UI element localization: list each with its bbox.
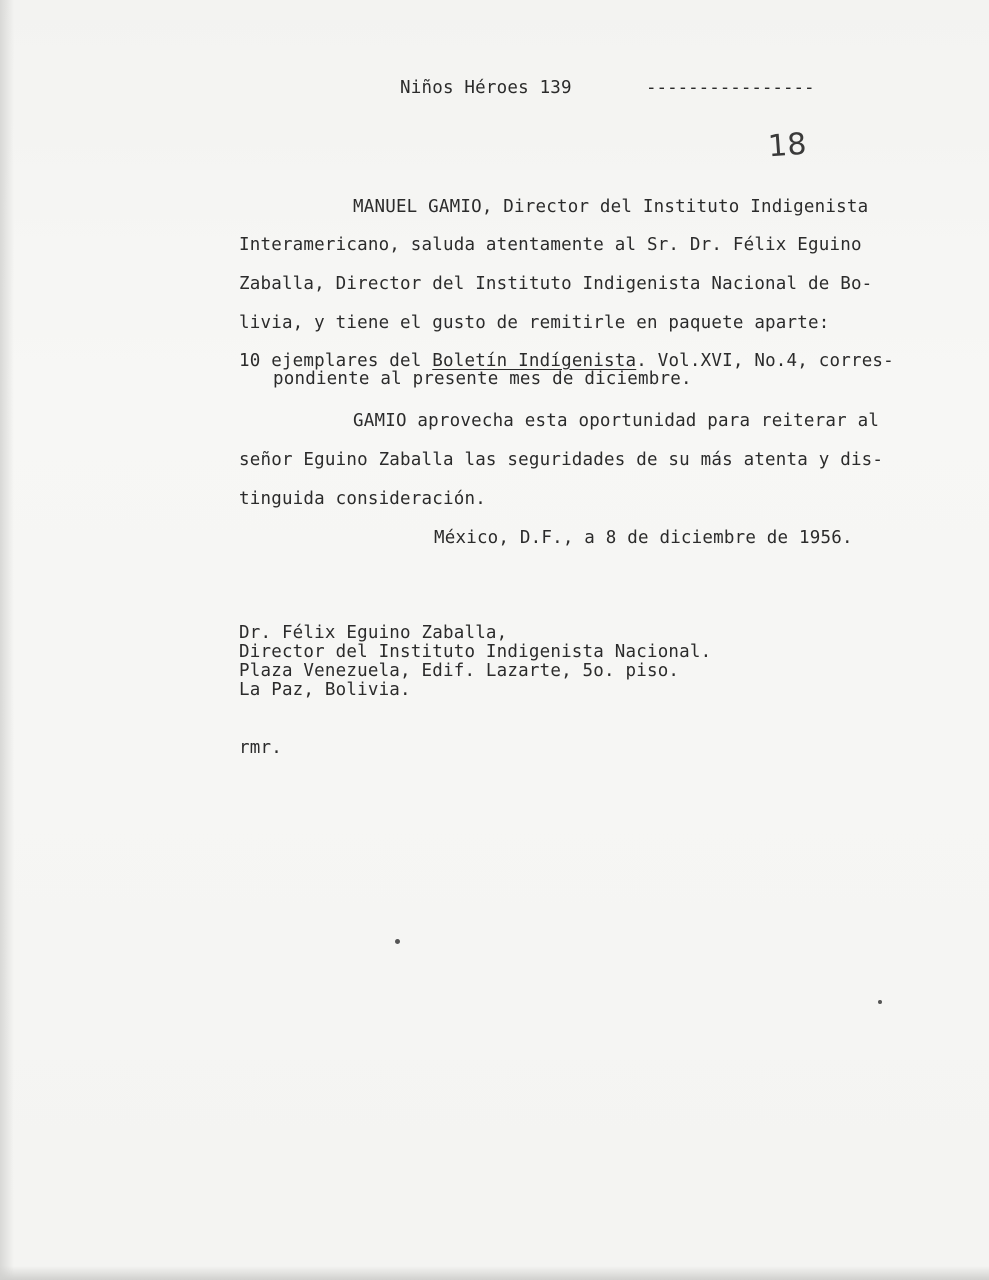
item-prefix: 10 ejemplares del	[239, 351, 433, 371]
recipient-line: Director del Instituto Indigenista Nacional.	[239, 642, 712, 662]
typist-initials: rmr.	[239, 738, 282, 758]
recipient-line: La Paz, Bolivia.	[239, 680, 411, 700]
body-line: Interamericano, saluda atentamente al Sr. Dr. Félix Eguino	[239, 235, 862, 255]
body-line: livia, y tiene el gusto de remitirle en paquete aparte:	[239, 313, 830, 333]
body-line: MANUEL GAMIO, Director del Instituto Indigenista	[353, 197, 869, 217]
body-line: señor Eguino Zaballa las seguridades de su más atenta y dis-	[239, 450, 884, 470]
recipient-line: Plaza Venezuela, Edif. Lazarte, 5o. piso.	[239, 661, 680, 681]
scan-speck	[878, 1000, 882, 1004]
publication-title: Boletín Indígenista	[432, 351, 637, 371]
body-line: Zaballa, Director del Instituto Indigenista Nacional de Bo-	[239, 274, 873, 294]
header-dashes: ----------------	[646, 78, 815, 98]
body-item-line	[239, 352, 894, 370]
scan-edge-bottom	[0, 1266, 989, 1280]
body-item-continuation: pondiente al presente mes de diciembre.	[273, 369, 692, 389]
item-suffix: . Vol.XVI, No.4, corres-	[636, 351, 894, 371]
body-line: tinguida consideración.	[239, 489, 486, 509]
date-line: México, D.F., a 8 de diciembre de 1956.	[434, 528, 853, 548]
scan-speck	[395, 939, 400, 944]
body-line: GAMIO aprovecha esta oportunidad para reiterar al	[353, 411, 880, 431]
recipient-line: Dr. Félix Eguino Zaballa,	[239, 623, 508, 643]
scan-edge-left	[0, 0, 14, 1280]
handwritten-page-number: 18	[766, 126, 808, 165]
header-address: Niños Héroes 139	[400, 78, 572, 98]
